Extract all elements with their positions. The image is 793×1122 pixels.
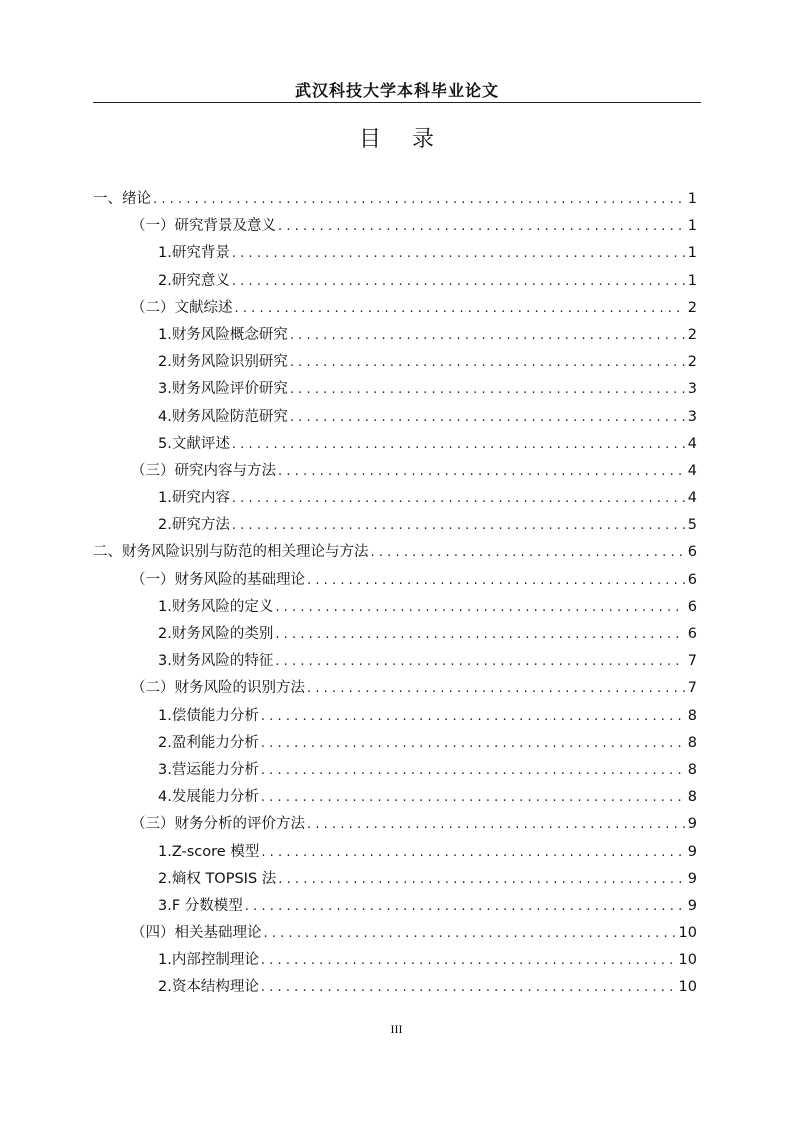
toc-entry-page-number: 9 (687, 843, 697, 860)
page-number: III (390, 1022, 403, 1036)
toc-entry-page-number: 1 (687, 191, 697, 207)
toc-entry-label: 1.Z-score 模型 (158, 843, 260, 860)
toc-entry-label: （一）研究背景及意义 (131, 218, 276, 235)
toc-leader-dots (232, 485, 685, 512)
toc-entry-page-number: 9 (687, 816, 697, 833)
toc-entry-page-number: 2 (687, 299, 697, 316)
header-divider (93, 102, 701, 103)
toc-entry[interactable] (93, 322, 697, 349)
toc-leader-dots (278, 458, 685, 485)
toc-entry-label: 二、财务风险识别与防范的相关理论与方法 (93, 544, 369, 561)
page-title: 目 录 (359, 127, 446, 152)
toc-entry[interactable] (93, 458, 697, 485)
toc-entry-page-number: 8 (687, 707, 697, 724)
toc-leader-dots (232, 431, 685, 458)
toc-entry[interactable] (93, 376, 697, 403)
toc-entry-label: （二）文献综述 (131, 299, 233, 316)
toc-entry-label: 2.财务风险的类别 (158, 626, 274, 642)
toc-entry-label: 2.财务风险识别研究 (158, 354, 288, 371)
toc-leader-dots (245, 893, 685, 920)
toc-entry[interactable] (93, 594, 697, 621)
toc-leader-dots (232, 268, 685, 295)
toc-entry-label: 2.研究意义 (158, 272, 230, 289)
toc-entry-label: 1.财务风险的定义 (158, 598, 274, 615)
toc-leader-dots (232, 512, 685, 539)
toc-entry-label: 2.研究方法 (158, 517, 230, 534)
toc-leader-dots (290, 349, 685, 376)
toc-leader-dots (261, 703, 685, 730)
toc-entry-page-number: 4 (687, 435, 697, 452)
toc-leader-dots (278, 213, 685, 240)
toc-leader-dots (278, 866, 685, 893)
toc-entry-label: （二）财务风险的识别方法 (131, 680, 305, 697)
toc-entry-page-number: 6 (687, 544, 697, 561)
toc-entry-page-number: 9 (687, 870, 697, 887)
toc-entry[interactable] (93, 349, 697, 376)
toc-entry-page-number: 7 (687, 653, 697, 670)
toc-entry-label: 3.营运能力分析 (158, 761, 259, 778)
toc-entry[interactable] (93, 866, 697, 893)
toc-entry-page-number: 2 (687, 354, 697, 371)
toc-entry[interactable] (93, 675, 697, 702)
toc-leader-dots (307, 567, 685, 594)
toc-entry-page-number: 10 (678, 952, 697, 969)
toc-entry-label: 3.财务风险评价研究 (158, 381, 288, 398)
toc-entry-label: （一）财务风险的基础理论 (131, 571, 305, 588)
toc-entry[interactable] (93, 784, 697, 811)
toc-entry-page-number: 6 (687, 626, 697, 642)
toc-leader-dots (232, 240, 685, 267)
toc-entry-label: 2.熵权 TOPSIS 法 (158, 870, 277, 887)
toc-entry-page-number: 10 (678, 979, 697, 996)
toc-entry[interactable] (93, 974, 697, 1001)
toc-entry[interactable] (93, 811, 697, 838)
toc-entry-label: 1.研究背景 (158, 245, 230, 262)
toc-entry-label: 3.F 分数模型 (158, 897, 243, 914)
toc-entry-label: 4.财务风险防范研究 (158, 408, 288, 425)
toc-leader-dots (290, 322, 685, 349)
toc-entry-page-number: 9 (687, 897, 697, 914)
toc-leader-dots (235, 295, 686, 322)
toc-entry-page-number: 2 (687, 326, 697, 343)
toc-entry-page-number: 1 (687, 272, 697, 289)
toc-entry-label: 2.盈利能力分析 (158, 734, 259, 751)
toc-entry[interactable] (93, 512, 697, 539)
toc-entry-label: （三）研究内容与方法 (131, 462, 276, 479)
toc-leader-dots (261, 947, 677, 974)
toc-leader-dots (153, 186, 685, 213)
toc-entry-label: 5.文献评述 (158, 435, 230, 452)
table-of-contents (93, 186, 697, 1002)
toc-leader-dots (261, 730, 685, 757)
toc-entry-page-number: 8 (687, 761, 697, 778)
toc-entry[interactable] (93, 539, 697, 566)
toc-entry-page-number: 4 (687, 490, 697, 507)
toc-entry-label: 1.内部控制理论 (158, 952, 259, 969)
toc-entry[interactable] (93, 295, 697, 322)
toc-entry[interactable] (93, 839, 697, 866)
toc-leader-dots (264, 920, 677, 947)
toc-entry-label: 1.财务风险概念研究 (158, 326, 288, 343)
toc-entry[interactable] (93, 567, 697, 594)
toc-entry[interactable] (93, 485, 697, 512)
toc-entry[interactable] (93, 240, 697, 267)
toc-entry-label: 1.偿债能力分析 (158, 707, 259, 724)
toc-entry-label: （四）相关基础理论 (131, 925, 262, 942)
toc-leader-dots (275, 621, 685, 648)
toc-entry[interactable] (93, 648, 697, 675)
toc-entry-page-number: 1 (687, 218, 697, 235)
toc-entry-label: 1.研究内容 (158, 490, 230, 507)
toc-leader-dots (307, 811, 685, 838)
toc-entry-page-number: 7 (687, 680, 697, 697)
toc-entry[interactable] (93, 431, 697, 458)
toc-entry-page-number: 10 (678, 925, 697, 942)
toc-entry[interactable] (93, 186, 697, 213)
toc-leader-dots (290, 376, 685, 403)
toc-entry-page-number: 1 (687, 245, 697, 262)
toc-leader-dots (261, 974, 677, 1001)
toc-entry-page-number: 5 (687, 517, 697, 534)
toc-leader-dots (275, 648, 685, 675)
toc-entry[interactable] (93, 757, 697, 784)
toc-entry-page-number: 8 (687, 734, 697, 751)
toc-leader-dots (371, 539, 686, 566)
toc-leader-dots (290, 404, 685, 431)
toc-leader-dots (307, 675, 685, 702)
toc-entry-page-number: 3 (687, 381, 697, 398)
toc-entry[interactable] (93, 947, 697, 974)
running-header: 武汉科技大学本科毕业论文 (294, 81, 499, 100)
toc-entry[interactable] (93, 920, 697, 947)
toc-entry-label: （三）财务分析的评价方法 (131, 816, 305, 833)
toc-entry-label: 一、绪论 (93, 191, 151, 207)
toc-entry-label: 3.财务风险的特征 (158, 653, 274, 670)
toc-leader-dots (261, 784, 685, 811)
toc-entry[interactable] (93, 730, 697, 757)
toc-entry[interactable] (93, 703, 697, 730)
toc-entry-page-number: 4 (687, 462, 697, 479)
toc-leader-dots (275, 594, 685, 621)
toc-entry[interactable] (93, 268, 697, 295)
toc-entry-label: 2.资本结构理论 (158, 979, 259, 996)
toc-entry-page-number: 8 (687, 789, 697, 806)
toc-entry-label: 4.发展能力分析 (158, 789, 259, 806)
toc-entry[interactable] (93, 893, 697, 920)
toc-leader-dots (261, 757, 685, 784)
toc-entry[interactable] (93, 213, 697, 240)
toc-entry-page-number: 6 (687, 571, 697, 588)
toc-entry[interactable] (93, 404, 697, 431)
toc-leader-dots (261, 839, 685, 866)
toc-entry[interactable] (93, 621, 697, 648)
toc-entry-page-number: 6 (687, 598, 697, 615)
toc-entry-page-number: 3 (687, 408, 697, 425)
